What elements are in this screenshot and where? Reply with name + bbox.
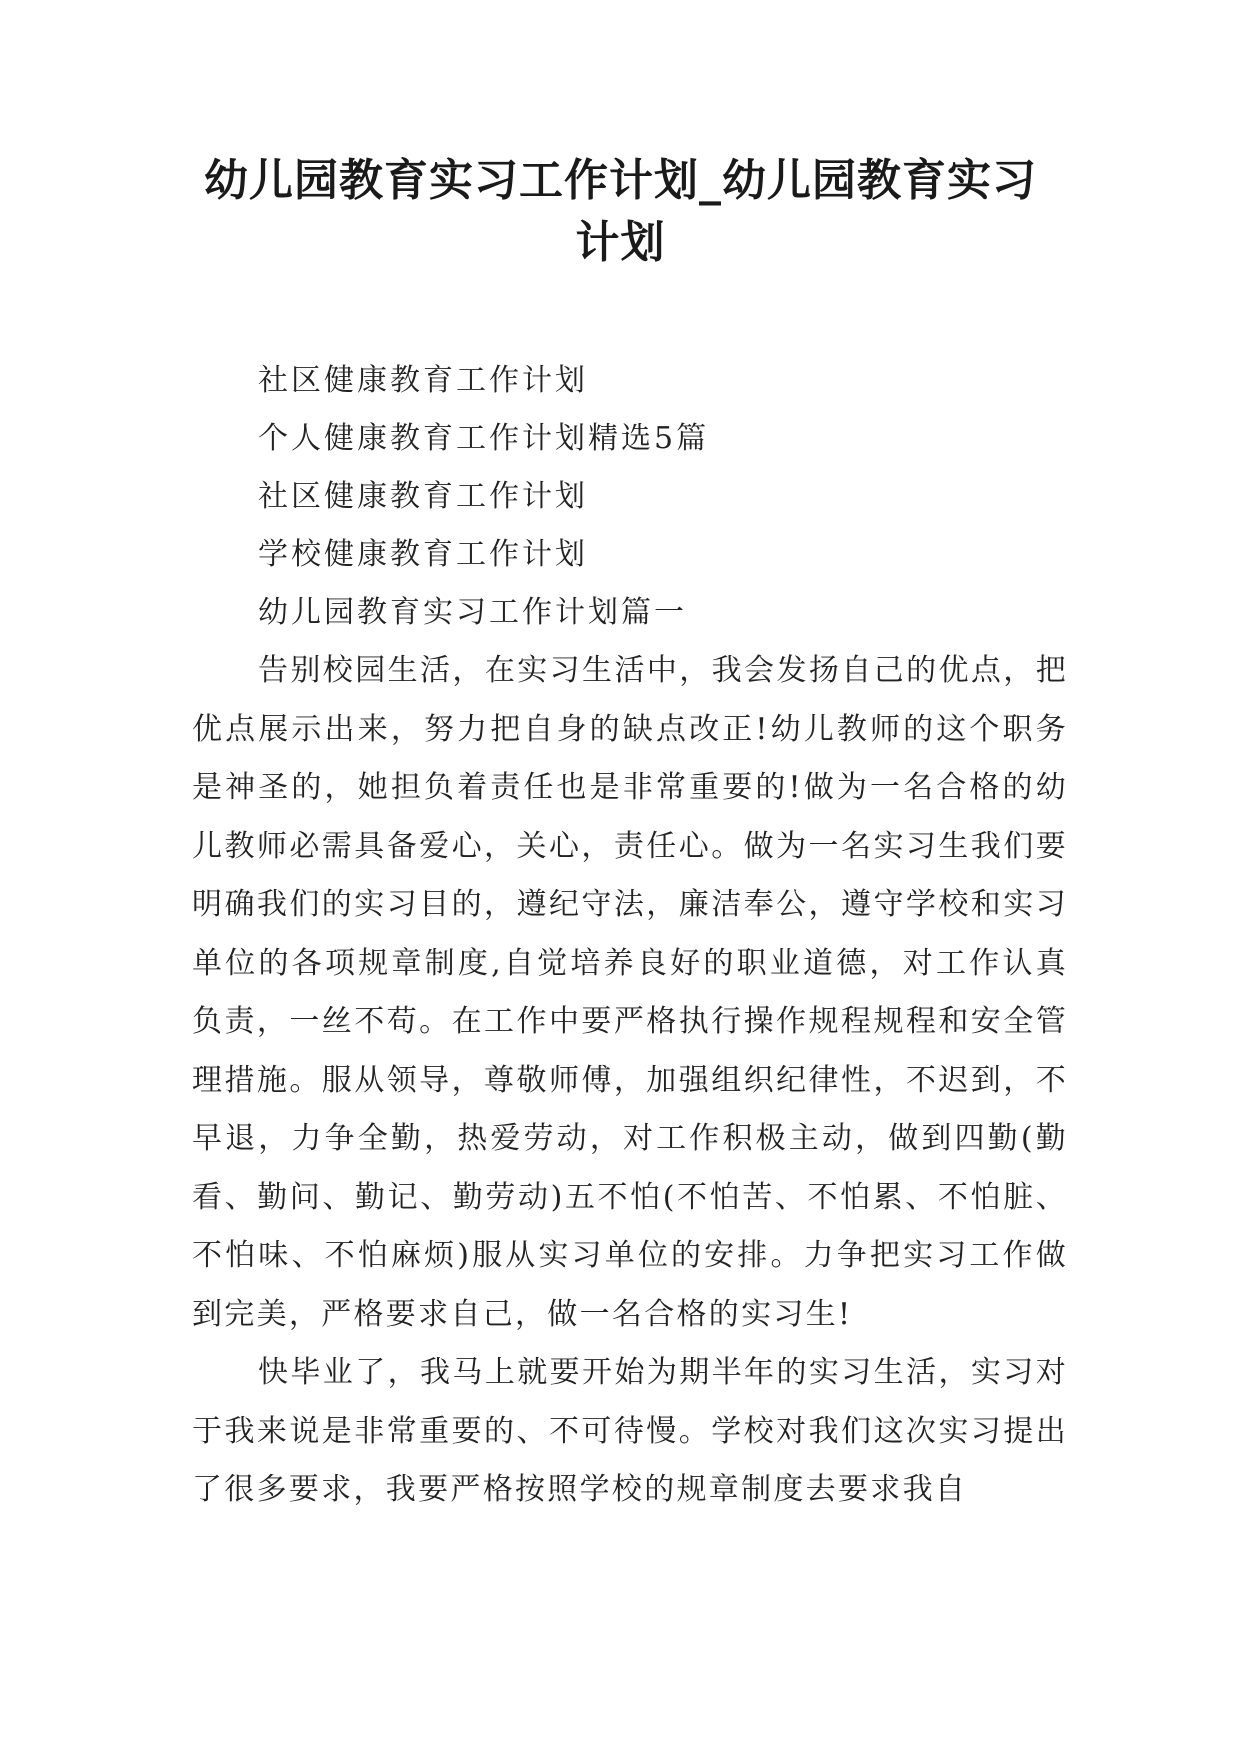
document-body (192, 352, 1068, 1520)
toc-item-1: 社区健康教育工作计划 (258, 363, 588, 398)
paragraph-2: 快毕业了，我马上就要开始为期半年的实习生活，实习对于我来说是非常重要的、不可待慢。学校对我们这次实习提出了很多要求，我要严格按照学校的规章制度去要求我自 (192, 1355, 1068, 1507)
toc-item-2: 个人健康教育工作计划精选5篇 (258, 421, 710, 456)
document-title (160, 150, 1081, 274)
title-line-2: 计划 (575, 217, 666, 268)
section-heading: 幼儿园教育实习工作计划篇一 (258, 595, 687, 630)
toc-item-4: 学校健康教育工作计划 (258, 537, 588, 572)
toc-item-3: 社区健康教育工作计划 (258, 479, 588, 514)
paragraph-1: 告别校园生活，在实习生活中，我会发扬自己的优点，把优点展示出来，努力把自身的缺点改正!幼儿教师的这个职务是神圣的，她担负着责任也是非常重要的!做为一名合格的幼儿教师必需具备爱心，关心，责任心。做为一名实习生我们要明确我们的实习目的，遵纪守法，廉洁奉公，遵守学校和实习单位的各项规章制度,自觉培养良好的职业道德，对工作认真负责，一丝不苟。在工作中要严格执行操作规程规程和安全管理措施。服从领导，尊敬师傅，加强组织纪律性，不迟到，不早退，力争全勤，热爱劳动，对工作积极主动，做到四勤(勤看、勤问、勤记、勤劳动)五不怕(不怕苦、不怕累、不怕脏、不怕味、不怕麻烦)服从实习单位的安排。力争把实习工作做到完美，严格要求自己，做一名合格的实习生! (192, 653, 1068, 1332)
title-line-1: 幼儿园教育实习工作计划_幼儿园教育实习 (204, 155, 1037, 206)
